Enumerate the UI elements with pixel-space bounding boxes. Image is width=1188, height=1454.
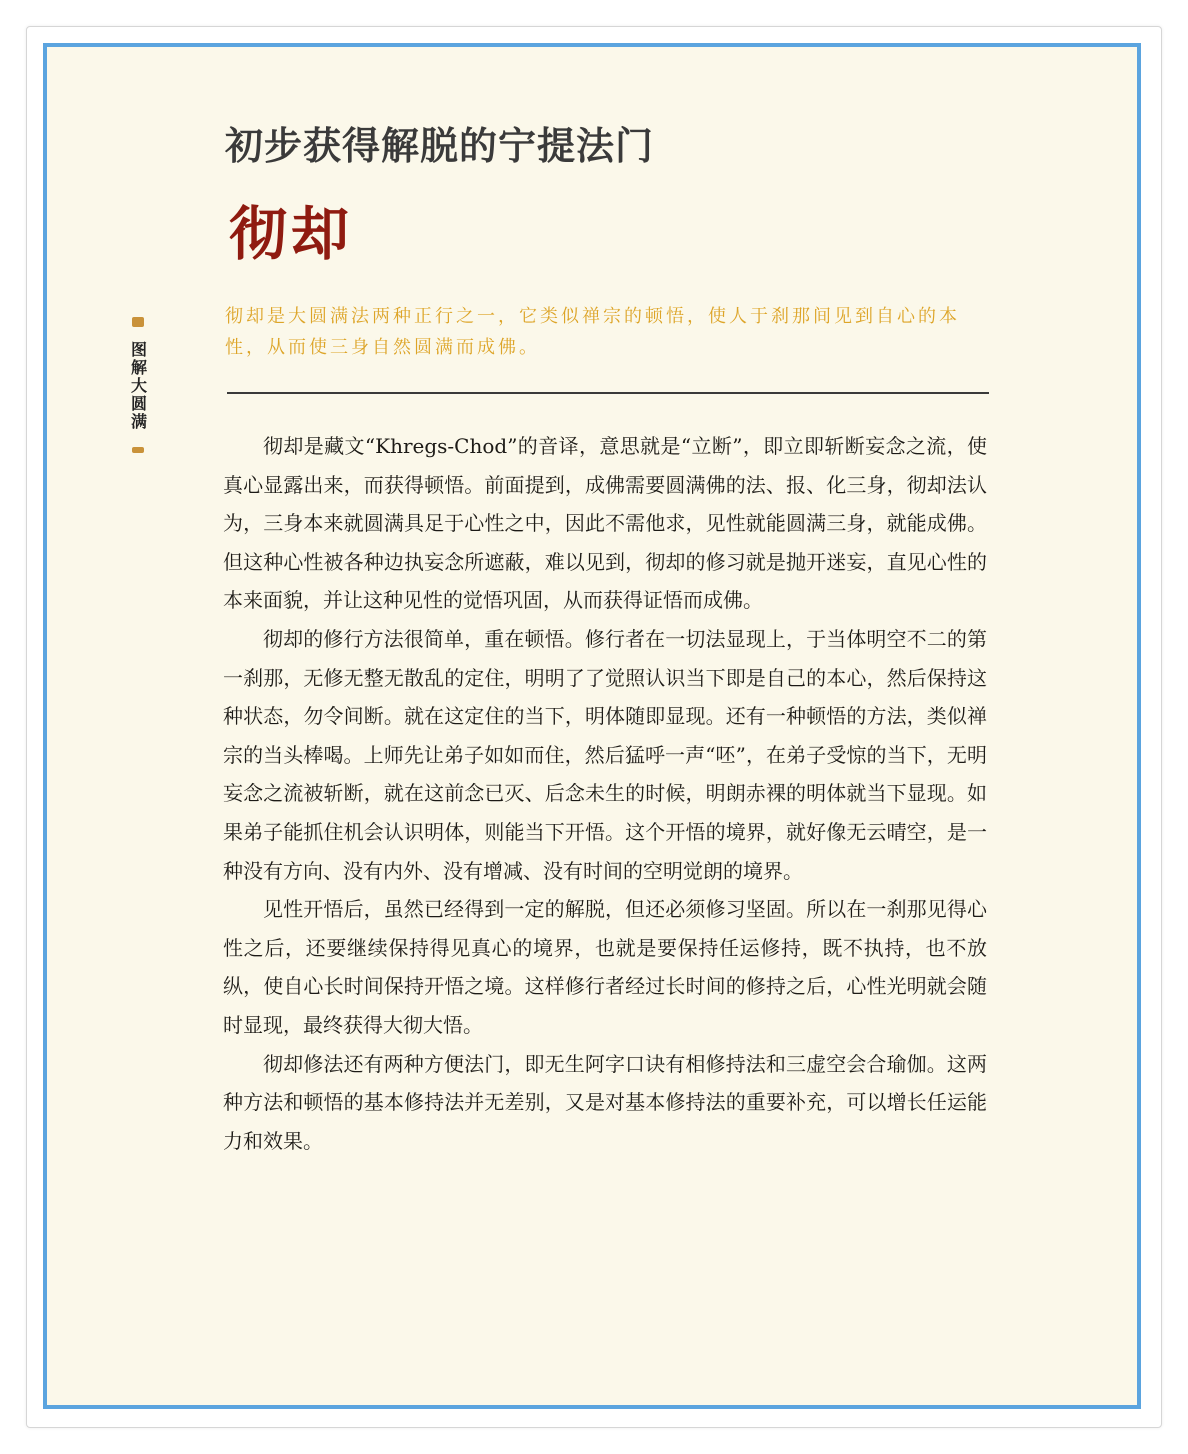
section-label: 图解大圆满: [128, 341, 148, 431]
book-page: [47, 47, 1137, 1405]
section-divider: [227, 392, 989, 394]
page-title: 彻却: [229, 200, 354, 268]
image-frame: [43, 43, 1141, 1409]
tab-ornament-top: [132, 317, 144, 327]
article-body: [223, 427, 987, 1160]
tab-ornament-bottom: [132, 447, 144, 453]
body-paragraph: 彻却修法还有两种方便法门，即无生阿字口诀有相修持法和三虚空会合瑜伽。这两种方法和顿悟的基本修持法并无差别，又是对基本修持法的重要补充，可以增长任运能力和效果。: [223, 1051, 987, 1153]
body-paragraph: 彻却是藏文“Khregs-Chod”的音译，意思就是“立断”，即立即斩断妄念之流，使真心显露出来，而获得顿悟。前面提到，成佛需要圆满佛的法、报、化三身，彻却法认为，三身本来就圆满具足于心性之中，因此不需他求，见性就能圆满三身，就能成佛。但这种心性被各种边执妄念所遮蔽，难以见到，彻却的修习就是抛开迷妄，直见心性的本来面貌，并让这种见性的觉悟巩固，从而获得证悟而成佛。: [223, 434, 987, 613]
intro-summary: 彻却是大圆满法两种正行之一，它类似禅宗的顿悟，使人于刹那间见到自心的本性，从而使三身自然圆满而成佛。: [225, 306, 960, 358]
body-paragraph: 见性开悟后，虽然已经得到一定的解脱，但还必须修习坚固。所以在一刹那见得心性之后，还要继续保持得见真心的境界，也就是要保持任运修持，既不执持，也不放纵，使自心长时间保持开悟之境。这样修行者经过长时间的修持之后，心性光明就会随时显现，最终获得大彻大悟。: [223, 897, 987, 1037]
page-subtitle: 初步获得解脱的宁提法门: [225, 124, 655, 168]
body-paragraph: 彻却的修行方法很简单，重在顿悟。修行者在一切法显现上，于当体明空不二的第一刹那，无修无整无散乱的定住，明明了了觉照认识当下即是自己的本心，然后保持这种状态，勿令间断。就在这定住的当下，明体随即显现。还有一种顿悟的方法，类似禅宗的当头棒喝。上师先让弟子如如而住，然后猛呼一声“呸”，在弟子受惊的当下，无明妄念之流被斩断，就在这前念已灭、后念未生的时候，明朗赤裸的明体就当下显现。如果弟子能抓住机会认识明体，则能当下开悟。这个开悟的境界，就好像无云晴空，是一种没有方向、没有内外、没有增减、没有时间的空明觉朗的境界。: [223, 626, 987, 883]
side-section-tab: [125, 317, 151, 453]
